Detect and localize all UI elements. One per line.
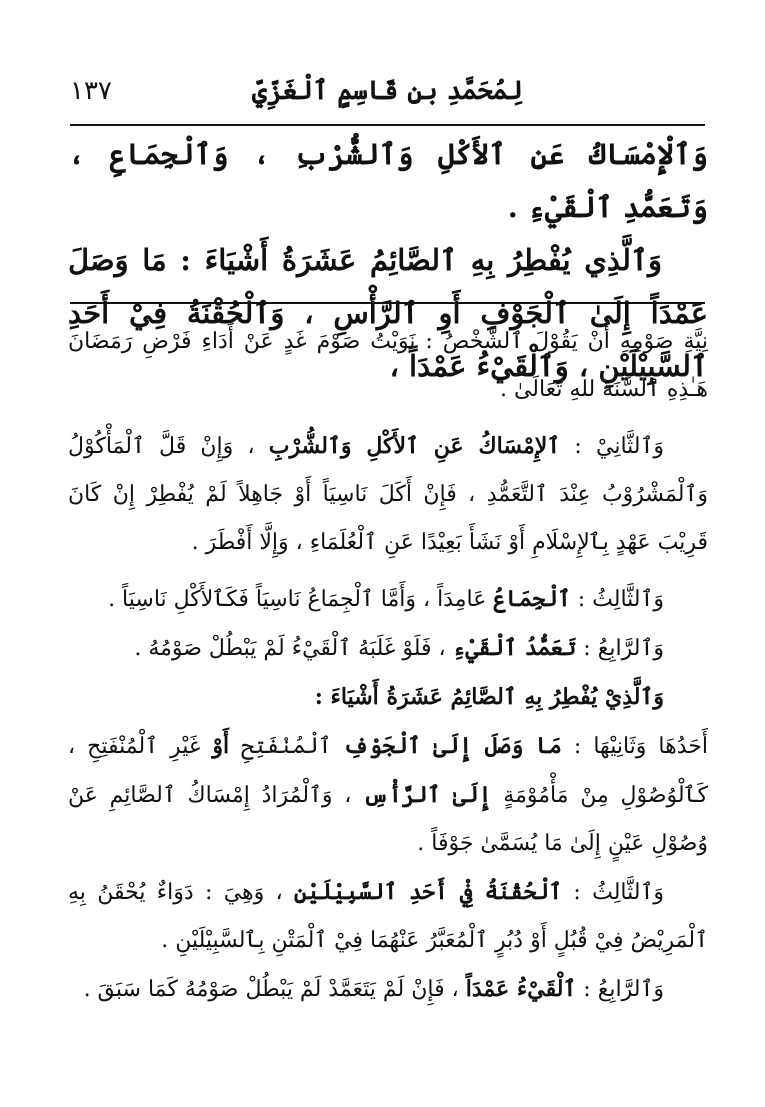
commentary-paragraph <box>68 575 708 624</box>
commentary-paragraph <box>68 722 708 868</box>
page-number: ١٣٧ <box>70 76 112 106</box>
item-label: وَٱلرَّابِعُ : <box>576 636 664 661</box>
matn-line: وَٱلَّذِي يُفْطِرُ بِهِ ٱلصَّائِمُ عَشَرَةُ أَشْيَاءَ : مَا وَصَلَ عَمْدَاً إِلَىٰ ٱلْجَوْفِ أَوِ ٱلرَّأْسِ ، وَٱلْحُقْنَةُ فِيْ أَحَدِ ٱلسَّبِيْلَيْنِ ، وَٱلْقَيْءُ عَمْدَاً ، <box>68 243 708 383</box>
commentary-text: ، وَهِيَ : دَوَاءٌ يُحْقَنُ بِهِ ٱلْمَرِيْضُ فِيْ قُبُلٍ أَوْ دُبُرٍ ٱلْمُعَبَّرُ عَنْهُمَا فِيْ ٱلْمَتْنِ بِٱلسَّبِيْلَيْنِ . <box>68 880 708 953</box>
matn-quote: ٱلإِمْسَاكُ عَنِ ٱلأَكْلِ وَٱلشُّرْبِ <box>268 433 561 459</box>
matn-quote: ٱلْجِمَاعُ <box>493 586 571 612</box>
commentary-text: غَيْرِ ٱلْمُنْفَتِحِ ، كَٱلْوُصُوْلِ مِنْ مَأْمُوْمَةٍ <box>68 734 708 808</box>
matn-quote: مَا وَصَلَ إِلَىٰ ٱلْجَوْفِ <box>343 733 562 759</box>
commentary-text: ، فَإِنْ لَمْ يَتَعَمَّدْ لَمْ يَبْطُلْ صَوْمُهُ كَمَا سَبَقَ . <box>83 977 466 1002</box>
item-label: وَٱلثَّالِثُ : <box>570 587 664 612</box>
commentary-text: عَامِدَاً ، وَأَمَّا ٱلْجِمَاعُ نَاسِيَاً فَكَٱلأَكْلِ نَاسِيَاً . <box>108 587 494 612</box>
page-header <box>70 70 705 120</box>
commentary-text: ، وَٱلْمُرَادُ إِمْسَاكُ ٱلصَّائِمِ عَنْ وُصُوْلِ عَيْنٍ إِلَىٰ مَا يُسَمَّىٰ جَوْفَاً . <box>68 783 708 856</box>
running-title: لِمُحَمَّدِ بنِ قَاسِمٍ ٱلْغَزِّيِّ <box>252 76 523 106</box>
matn-quote: ٱلْحُقْنَةُ فِيْ أَحَدِ ٱلسَّبِيْلَيْنِ <box>294 879 563 905</box>
item-label: وَٱلثَّانِيْ : <box>560 434 665 459</box>
item-label: وَٱلرَّابِعُ : <box>576 977 664 1002</box>
commentary-text: ٱلْمُنْفَتِحِ <box>229 734 344 759</box>
commentary-paragraph <box>68 422 708 567</box>
commentary-paragraph <box>68 965 708 1014</box>
matn-quote: أَوْ <box>212 733 230 759</box>
matn-quote: تَعَمُّدُ ٱلْقَيْءِ <box>452 635 577 661</box>
item-label: أَحَدُهَا وَثَانِيْهَا : <box>561 734 708 759</box>
sharh-commentary <box>68 318 708 1014</box>
separator-rule <box>70 302 705 304</box>
commentary-text: ، فَلَوْ غَلَبَهُ ٱلْقَيْءُ لَمْ يَبْطُلْ صَوْمُهُ . <box>134 636 453 661</box>
matn-quote: وَٱلَّذِيْ يُفْطِرُ بِهِ ٱلصَّائِمُ عَشَرَةُ أَشْيَاءَ : <box>314 684 664 710</box>
matn-line: وَٱلْإِمْسَاكُ عَنِ ٱلأَكْلِ وَٱلشُّرْبِ ، وَٱلْجِمَاعِ ، وَتَعَمُّدِ ٱلْقَيْءِ . <box>68 137 708 224</box>
commentary-paragraph <box>68 673 708 722</box>
header-rule <box>70 124 705 126</box>
matn-quote: إِلَىٰ ٱلرَّأْسِ <box>363 782 492 808</box>
commentary-paragraph <box>68 868 708 965</box>
matn-quote: ٱلْقَيْءُ عَمْدَاً <box>465 976 577 1002</box>
commentary-paragraph <box>68 624 708 673</box>
item-label: وَٱلثَّالِثُ : <box>562 880 664 905</box>
commentary-text: ، وَإِنْ قَلَّ ٱلْمَأْكُوْلُ وَٱلْمَشْرُوْبُ عِنْدَ ٱلتَّعَمُّدِ ، فَإِنْ أَكَلَ نَاسِيَاً أَوْ جَاهِلاً لَمْ يُفْطِرْ إِنْ كَانَ قَرِيْبَ عَهْدٍ بِٱلإِسْلَامِ أَوْ نَشَأَ بَعِيْدًا عَنِ ٱلْعُلَمَاءِ ، وَإِلَّا أَفْطَرَ . <box>68 434 708 555</box>
commentary-paragraph: نِيَّةِ صَوْمِهِ أَنْ يَقُوْلَ ٱلشَّخْصُ : نَوَيْتُ صَوْمَ غَدٍ عَنْ أَدَاءِ فَرْضِ رَمَضَانَ هَـٰذِهِ ٱلسَّنَةَ للهِ تَعَالَىٰ . <box>68 329 708 402</box>
